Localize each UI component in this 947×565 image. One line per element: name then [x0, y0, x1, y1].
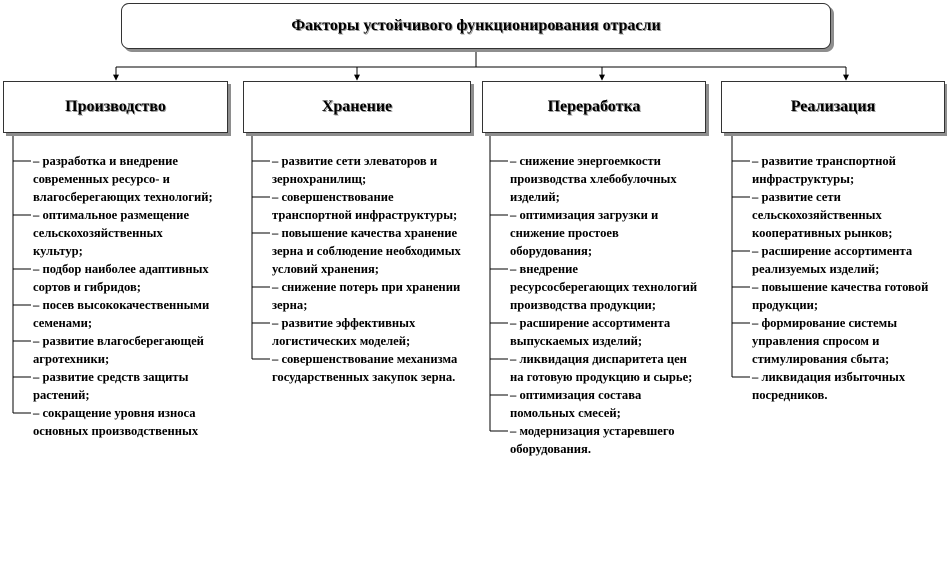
diagram-title: Факторы устойчивого функционирования отрасли — [121, 3, 831, 49]
category-sales: Реализация — [721, 81, 945, 133]
list-item: – снижение потерь при хранении зерна; — [272, 280, 461, 312]
list-item: – посев высококачественными семенами; — [33, 298, 210, 330]
category-production: Производство — [3, 81, 228, 133]
list-item: – внедрение ресурсосберегающих технологий производства продукции; — [510, 262, 698, 312]
list-item: – оптимальное размещение сельскохозяйственных культур; — [33, 208, 190, 258]
list-item: – совершенствование механизма государственных закупок зерна. — [272, 352, 458, 384]
list-item: – повышение качества хранение зерна и соблюдение необходимых условий хранения; — [272, 226, 461, 276]
list-item: – сокращение уровня износа основных производственных — [33, 406, 199, 438]
list-item: – ликвидация избыточных посредников. — [752, 370, 906, 402]
category-storage: Хранение — [243, 81, 471, 133]
processing-factors-list — [510, 152, 700, 458]
list-item: – подбор наиболее адаптивных сортов и гибридов; — [33, 262, 209, 294]
list-item: – совершенствование транспортной инфраструктуры; — [272, 190, 458, 222]
list-item: – развитие эффективных логистических моделей; — [272, 316, 416, 348]
list-item: – развитие сети элеваторов и зернохранилищ; — [272, 154, 438, 186]
storage-factors-list — [272, 152, 464, 386]
list-item: – расширение ассортимента выпускаемых изделий; — [510, 316, 671, 348]
list-item: – модернизация устаревшего оборудования. — [510, 424, 675, 456]
list-item: – снижение энергоемкости производства хлебобулочных изделий; — [510, 154, 677, 204]
production-factors-list — [33, 152, 213, 440]
category-processing: Переработка — [482, 81, 706, 133]
list-item: – формирование системы управления спросом и стимулирования сбыта; — [752, 316, 898, 366]
list-item: – повышение качества готовой продукции; — [752, 280, 929, 312]
list-item: – ликвидация диспаритета цен на готовую продукцию и сырье; — [510, 352, 693, 384]
list-item: – разработка и внедрение современных ресурсо- и влагосберегающих технологий; — [33, 154, 213, 204]
list-item: – расширение ассортимента реализуемых изделий; — [752, 244, 913, 276]
list-item: – оптимизация состава помольных смесей; — [510, 388, 642, 420]
list-item: – развитие средств защиты растений; — [33, 370, 189, 402]
list-item: – развитие сети сельскохозяйственных кооперативных рынков; — [752, 190, 893, 240]
sales-factors-list — [752, 152, 932, 404]
list-item: – развитие влагосберегающей агротехники; — [33, 334, 204, 366]
list-item: – развитие транспортной инфраструктуры; — [752, 154, 896, 186]
list-item: – оптимизация загрузки и снижение простоев оборудования; — [510, 208, 659, 258]
